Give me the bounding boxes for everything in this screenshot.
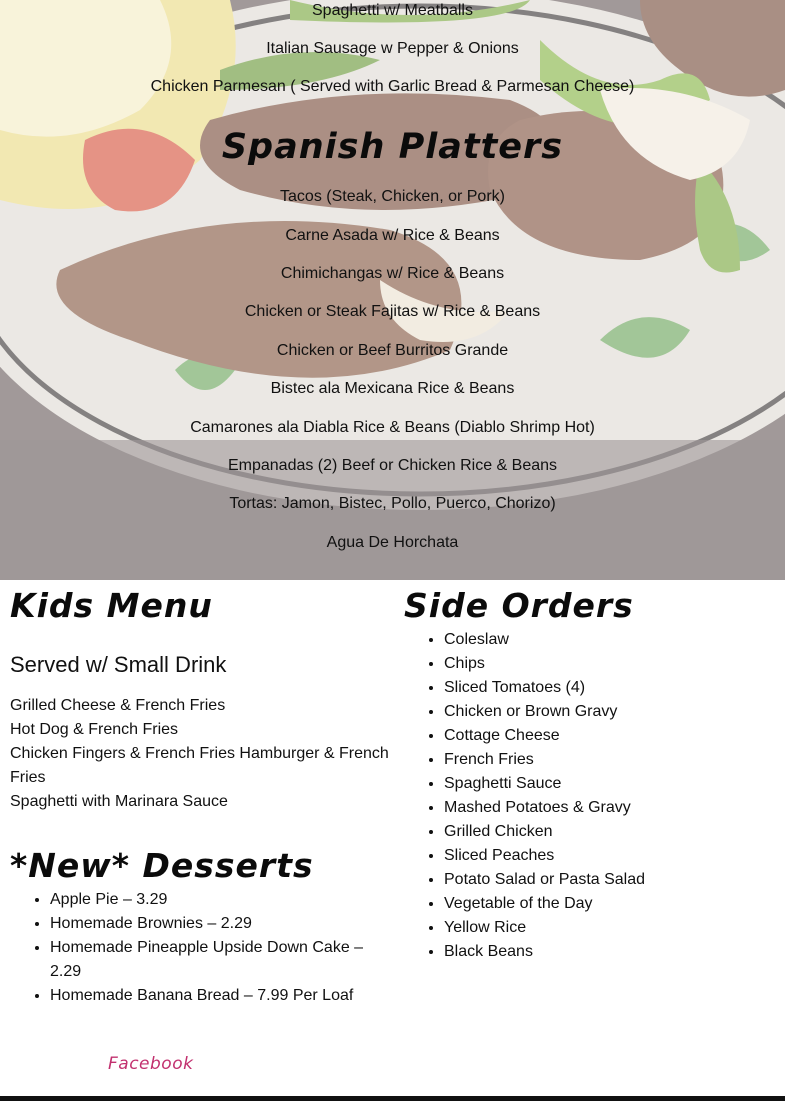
menu-item-fajitas: Chicken or Steak Fajitas w/ Rice & Beans	[244, 303, 541, 320]
kids-menu-list	[10, 694, 390, 814]
footer-divider	[0, 1096, 785, 1101]
menu-item-camarones: Camarones ala Diabla Rice & Beans (Diablo Shrimp Hot)	[190, 419, 595, 436]
right-column	[404, 584, 774, 964]
list-item: • Yellow Rice	[444, 916, 774, 940]
menu-item-italian-sausage: Italian Sausage w Pepper & Onions	[266, 40, 519, 57]
desserts-heading: *New* Desserts	[10, 846, 314, 885]
menu-item-chimichangas: Chimichangas w/ Rice & Beans	[280, 265, 505, 282]
list-item: • Homemade Brownies – 2.29	[50, 912, 390, 936]
menu-item-burritos: Chicken or Beef Burritos Grande	[276, 342, 509, 359]
side-orders-heading: Side Orders	[404, 586, 634, 625]
spanish-platters-heading: Spanish Platters	[221, 127, 564, 167]
list-item: Chicken Fingers & French Fries Hamburger & French Fries	[10, 745, 389, 786]
list-item: • Apple Pie – 3.29	[50, 888, 390, 912]
list-item: Spaghetti with Marinara Sauce	[10, 793, 228, 810]
side-orders-list	[404, 628, 774, 964]
list-item: • Potato Salad or Pasta Salad	[444, 868, 774, 892]
list-item: • French Fries	[444, 748, 774, 772]
menu-item-tacos: Tacos (Steak, Chicken, or Pork)	[280, 188, 505, 205]
list-item: • Vegetable of the Day	[444, 892, 774, 916]
menu-item-bistec: Bistec ala Mexicana Rice & Beans	[270, 380, 515, 397]
kids-menu-subheading: Served w/ Small Drink	[10, 652, 227, 677]
menu-item-empanadas: Empanadas (2) Beef or Chicken Rice & Beans	[227, 457, 558, 474]
menu-item-chicken-parmesan: Chicken Parmesan ( Served with Garlic Bread & Parmesan Cheese)	[150, 78, 635, 95]
list-item: Grilled Cheese & French Fries	[10, 697, 226, 714]
list-item: • Homemade Pineapple Upside Down Cake – 2.29	[50, 936, 390, 984]
list-item: • Grilled Chicken	[444, 820, 774, 844]
list-item: • Sliced Peaches	[444, 844, 774, 868]
menu-item-spaghetti-meatballs: Spaghetti w/ Meatballs	[312, 2, 473, 19]
list-item: Hot Dog & French Fries	[10, 721, 179, 738]
menu-item-carne-asada: Carne Asada w/ Rice & Beans	[285, 227, 500, 244]
list-item: • Black Beans	[444, 940, 774, 964]
list-item: • Chicken or Brown Gravy	[444, 700, 774, 724]
facebook-link[interactable]: Facebook	[108, 1054, 194, 1074]
list-item: • Coleslaw	[444, 628, 774, 652]
menu-item-tortas: Tortas: Jamon, Bistec, Pollo, Puerco, Chorizo)	[229, 495, 556, 512]
kids-menu-heading: Kids Menu	[10, 586, 213, 625]
list-item: • Mashed Potatoes & Gravy	[444, 796, 774, 820]
list-item: • Spaghetti Sauce	[444, 772, 774, 796]
list-item: • Sliced Tomatoes (4)	[444, 676, 774, 700]
menu-item-horchata: Agua De Horchata	[326, 534, 459, 551]
list-item: • Cottage Cheese	[444, 724, 774, 748]
desserts-list	[10, 888, 390, 1008]
left-column	[10, 584, 390, 1008]
list-item: • Chips	[444, 652, 774, 676]
list-item: • Homemade Banana Bread – 7.99 Per Loaf	[50, 984, 390, 1008]
